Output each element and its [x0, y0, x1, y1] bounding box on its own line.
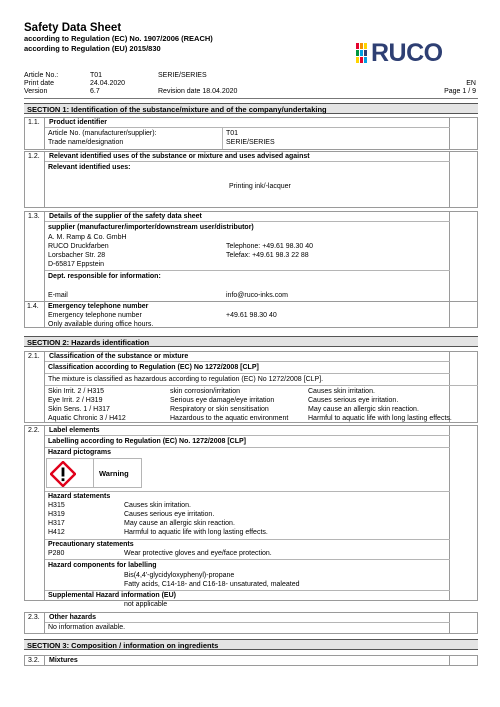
- page-number: Page 1 / 9: [444, 88, 476, 95]
- subsection-number-1-4: 1.4.: [27, 303, 39, 310]
- meta-row-version: [24, 88, 478, 96]
- version-value: 6.7: [90, 88, 100, 95]
- hazard-code: H412: [48, 529, 65, 536]
- row-rule: [45, 491, 450, 492]
- emergency-note: Only available during office hours.: [48, 321, 154, 328]
- clp-classification-label: Classification according to Regulation (EC) No 1272/2008 [CLP]: [48, 364, 259, 371]
- supplemental-label: Supplemental Hazard information (EU): [48, 592, 176, 599]
- hazard-code: H319: [48, 511, 65, 518]
- class-code: Skin Sens. 1 / H317: [48, 406, 110, 413]
- subsection-heading: Product identifier: [49, 119, 107, 126]
- class-statement: Causes serious eye irritation.: [308, 397, 399, 404]
- row-rule: [45, 373, 450, 374]
- row-rule: [45, 221, 450, 222]
- hazard-code: H317: [48, 520, 65, 527]
- subsection-number: 2.1.: [25, 352, 45, 422]
- ruco-logo: [356, 38, 443, 67]
- class-category: Serious eye damage/eye irritation: [170, 397, 275, 404]
- row-rule: [45, 385, 478, 386]
- trade-value: SERIE/SERIES: [158, 72, 207, 79]
- signal-word: Warning: [99, 469, 129, 478]
- document-title: Safety Data Sheet: [24, 22, 122, 34]
- pictogram-divider: [93, 459, 94, 487]
- other-hazards-value: No information available.: [48, 624, 126, 631]
- number-column-rule: [44, 301, 45, 328]
- article-no-label: Article No. (manufacturer/supplier):: [48, 130, 157, 137]
- emergency-label: Emergency telephone number: [48, 312, 142, 319]
- labelling-label: Labelling according to Regulation (EC) No. 1272/2008 [CLP]: [48, 438, 246, 445]
- subsection-heading: Classification of the substance or mixture: [49, 353, 189, 360]
- meta-row-print: [24, 80, 478, 88]
- pictogram-box: [46, 458, 142, 488]
- subsection-number: 3.2.: [25, 656, 45, 665]
- supplier-telephone: Telephone: +49.61 98.30 40: [226, 243, 313, 250]
- class-code: Skin Irrit. 2 / H315: [48, 388, 105, 395]
- subsection-number: 2.3.: [25, 613, 45, 633]
- hazard-text: Harmful to aquatic life with long lasting effects.: [124, 529, 268, 536]
- subsection-number: 1.1.: [25, 118, 45, 149]
- exclamation-mark-pictogram-icon: [50, 461, 76, 487]
- row-rule: [45, 590, 450, 591]
- row-rule: [45, 361, 450, 362]
- subsection-heading: Label elements: [49, 427, 100, 434]
- precaution-code: P280: [48, 550, 65, 557]
- regulation-eu: according to Regulation (EU) 2015/830: [24, 44, 161, 53]
- relevant-uses-value: Printing ink/-lacquer: [229, 183, 291, 190]
- section-3-title: SECTION 3: Composition / information on ingredients: [24, 639, 478, 650]
- class-statement: May cause an allergic skin reaction.: [308, 406, 419, 413]
- row-rule: [45, 435, 450, 436]
- subsection-tail: [449, 212, 477, 327]
- hazard-text: May cause an allergic skin reaction.: [124, 520, 235, 527]
- article-label: Article No.:: [24, 72, 59, 79]
- language-code: EN: [466, 80, 476, 87]
- subsection-tail: [449, 426, 477, 600]
- class-category: Hazardous to the aquatic environment: [170, 415, 289, 422]
- row-rule: [45, 559, 450, 560]
- address-line-3: Lorsbacher Str. 28: [48, 252, 106, 259]
- precautionary-label: Precautionary statements: [48, 541, 134, 548]
- regulation-reach: according to Regulation (EC) No. 1907/2006 (REACH): [24, 34, 213, 43]
- trade-name-value: SERIE/SERIES: [226, 139, 275, 146]
- subsection-heading: Details of the supplier of the safety data sheet: [49, 213, 202, 220]
- clp-note: The mixture is classified as hazardous according to regulation (EC) No 1272/2008 [CLP].: [48, 376, 324, 383]
- subsection-tail: [449, 656, 477, 665]
- class-statement: Harmful to aquatic life with long lasting effects.: [308, 415, 452, 422]
- header-divider: [24, 98, 478, 99]
- revision-date: Revision date 18.04.2020: [158, 88, 238, 95]
- column-rule: [222, 128, 223, 149]
- subsection-divider: [24, 301, 478, 302]
- class-statement: Causes skin irritation.: [308, 388, 375, 395]
- row-rule: [45, 622, 450, 623]
- subsection-number: 2.2.: [25, 426, 45, 600]
- class-category: Respiratory or skin sensitisation: [170, 406, 269, 413]
- subsection-3-2: [24, 655, 478, 666]
- row-rule: [45, 270, 450, 271]
- subsection-1-2: [24, 151, 478, 208]
- class-category: skin corrosion/irritation: [170, 388, 241, 395]
- address-line-4: D-65817 Eppstein: [48, 261, 105, 268]
- subsection-heading: Relevant identified uses of the substance or mixture and uses advised against: [49, 153, 310, 160]
- print-value: 24.04.2020: [90, 80, 126, 87]
- address-line-1: A. M. Ramp & Co. GmbH: [48, 234, 127, 241]
- subsection-tail: [449, 152, 477, 207]
- class-code: Eye Irrit. 2 / H319: [48, 397, 103, 404]
- email-label: E-mail: [48, 292, 68, 299]
- trade-name-label: Trade name/designation: [48, 139, 124, 146]
- component-2: Fatty acids, C14-18- and C16-18- unsaturated, maleated: [124, 581, 300, 588]
- subsection-heading: Other hazards: [49, 614, 97, 621]
- subsection-tail: [449, 352, 477, 422]
- logo-mark-icon: [356, 43, 367, 63]
- section-1-title: SECTION 1: Identification of the substance/mixture and of the company/undertaking: [24, 103, 478, 114]
- print-label: Print date: [24, 80, 54, 87]
- row-rule: [45, 539, 450, 540]
- relevant-uses-label: Relevant identified uses:: [48, 164, 131, 171]
- subsection-number: 1.2.: [25, 152, 45, 207]
- supplier-label: supplier (manufacturer/importer/downstream user/distributor): [48, 224, 254, 231]
- row-rule: [45, 161, 450, 162]
- hazard-statements-label: Hazard statements: [48, 493, 111, 500]
- email-value: info@ruco-inks.com: [226, 292, 288, 299]
- hazard-code: H315: [48, 502, 65, 509]
- supplemental-value: not applicable: [124, 601, 168, 608]
- hazard-pictograms-label: Hazard pictograms: [48, 449, 112, 456]
- hazard-text: Causes skin irritation.: [124, 502, 191, 509]
- emergency-heading: Emergency telephone number: [48, 303, 149, 310]
- address-line-2: RUCO Druckfarben: [48, 243, 109, 250]
- subsection-tail: [449, 613, 477, 633]
- supplier-telefax: Telefax: +49.61 98.3 22 88: [226, 252, 309, 259]
- dept-responsible-label: Dept. responsible for information:: [48, 273, 161, 280]
- emergency-phone: +49.61 98.30 40: [226, 312, 277, 319]
- hazard-components-label: Hazard components for labelling: [48, 562, 157, 569]
- class-code: Aquatic Chronic 3 / H412: [48, 415, 126, 422]
- section-2-title: SECTION 2: Hazards identification: [24, 336, 478, 347]
- article-value: T01: [90, 72, 103, 79]
- row-rule: [45, 447, 450, 448]
- subsection-heading: Mixtures: [49, 657, 78, 664]
- subsection-tail: [449, 118, 477, 149]
- component-1: Bis(4,4'-glycidyloxyphenyl)-propane: [124, 572, 235, 579]
- article-no-value: T01: [226, 130, 239, 137]
- precaution-text: Wear protective gloves and eye/face protection.: [124, 550, 272, 557]
- subsection-number: 1.3.: [25, 212, 45, 327]
- hazard-text: Causes serious eye irritation.: [124, 511, 215, 518]
- version-label: Version: [24, 88, 48, 95]
- logo-text: RUCO: [371, 38, 443, 67]
- row-rule: [45, 127, 450, 128]
- meta-row-article: [24, 72, 478, 80]
